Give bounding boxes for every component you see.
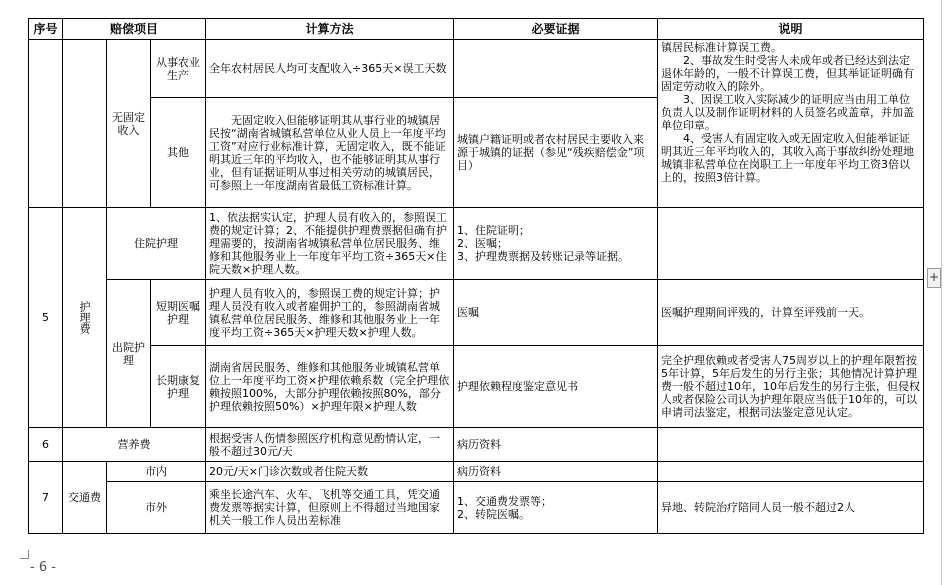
table-row: [29, 346, 924, 428]
header-no: 序号: [29, 19, 63, 40]
row6-method: 根据受害人伤情参照医疗机构意见酌情认定，一般不超过30元/天: [206, 428, 454, 462]
row5-short-label: 短期医嘱护理: [151, 280, 206, 346]
row5-item-cell: [63, 208, 107, 428]
row7-outer-label: 市外: [107, 482, 206, 534]
row4-sub2-method: 无固定收入但能够证明其从事行业的城镇居民按“湖南省城镇私营单位从业人员上一年度平均工资”对应行业标准计算，无固定收入，既不能证明其近三年的平均收入，也不能够证明其从事行业，但有证据证明从事过相关劳动的城镇居民，可参照上一年度湖南省最低工资标准计算。: [206, 98, 454, 208]
header-method: 计算方法: [206, 19, 454, 40]
row7-city-evidence: 病历资料: [454, 462, 658, 482]
row6-item: 营养费: [63, 428, 206, 462]
table-row: [29, 280, 924, 346]
row5-long-note: 完全护理依赖或者受害人75周岁以上的护理年限暂按5年计算，5年后发生的另行主张；其他情况计算护理费一般不超过10年，10年后发生的另行主张，但侵权人或者保险公司认为护理年限应当低于10年的，可以申请司法鉴定，根据司法鉴定意见认定。: [658, 346, 924, 428]
row4-sub1-evidence: [454, 40, 658, 98]
page-edge-rule: [941, 0, 942, 585]
row5-no: 5: [29, 208, 63, 428]
row4-sub2-label: 其他: [151, 98, 206, 208]
row7-outer-method: 乘坐长途汽车、火车、飞机等交通工具，凭交通费发票等据实计算，但原则上不得超过当地国家机关一般工作人员出差标准: [206, 482, 454, 534]
table-row: [29, 482, 924, 534]
row6-evidence: 病历资料: [454, 428, 658, 462]
expand-handle[interactable]: +: [927, 268, 941, 288]
header-item: 赔偿项目: [63, 19, 206, 40]
row7-item: 交通费: [63, 462, 107, 534]
row4-item-cell: [63, 40, 107, 208]
row5-short-evidence: 医嘱: [454, 280, 658, 346]
row7-city-note: [658, 462, 924, 482]
table-row: [29, 208, 924, 280]
row7-city-label: 市内: [107, 462, 206, 482]
row5-inpatient-note: [658, 208, 924, 280]
row4-sub2-evidence: 城镇户籍证明或者农村居民主要收入来源于城镇的证据（参见“残疾赔偿金”项目）: [454, 98, 658, 208]
row5-inpatient-label: 住院护理: [107, 208, 206, 280]
row5-item: 护理费: [78, 301, 91, 334]
table-row: [29, 428, 924, 462]
margin-corner-mark: [20, 550, 29, 559]
row4-group-label: 无固定收入: [107, 40, 151, 208]
row7-no: 7: [29, 462, 63, 534]
row5-long-label: 长期康复护理: [151, 346, 206, 428]
row6-note: [658, 428, 924, 462]
row4-note: 镇居民标准计算误工费。 2、事故发生时受害人未成年或者已经达到法定退休年龄的，一般不计算误工费，但其举证证明确有固定劳动收入的除外。 3、因误工收入实际减少的证明应当由用工单位负责人以及制作证明材料的人员签名或盖章，并加盖单位印章。 4、受害人有固定收入或无固定收入但能举证证明其近三年平均收入的，其收入高于事故纠纷处理地城镇非私营单位在岗职工上一年度年平均工资3倍以上的，按照3倍计算。: [658, 40, 924, 208]
row6-no: 6: [29, 428, 63, 462]
row7-outer-note: 异地、转院治疗陪同人员一般不超过2人: [658, 482, 924, 534]
row4-sub1-label: 从事农业生产: [151, 40, 206, 98]
table-row: [29, 40, 924, 98]
compensation-table: [28, 18, 924, 534]
row5-long-evidence: 护理依赖程度鉴定意见书: [454, 346, 658, 428]
header-note: 说明: [658, 19, 924, 40]
row5-short-note: 医嘱护理期间评残的，计算至评残前一天。: [658, 280, 924, 346]
table-row: [29, 462, 924, 482]
row5-inpatient-method: 1、依法据实认定，护理人员有收入的，参照误工费的规定计算；2、不能提供护理费票据但确有护理需要的，按湖南省城镇私营单位居民服务、维修和其他服务业上一年度年平均工资÷365天×住院天数×护理人数。: [206, 208, 454, 280]
row7-outer-evidence: 1、交通费发票等； 2、转院医嘱。: [454, 482, 658, 534]
row4-sub1-method: 全年农村居民人均可支配收入÷365天×误工天数: [206, 40, 454, 98]
row5-inpatient-evidence: 1、住院证明； 2、医嘱； 3、护理费票据及转账记录等证据。: [454, 208, 658, 280]
row5-short-method: 护理人员有收入的，参照误工费的规定计算；护理人员没有收入或者雇佣护工的，参照湖南省城镇私营单位居民服务、维修和其他服务业上一年度平均工资÷365天×护理天数×护理人数。: [206, 280, 454, 346]
row5-long-method: 湖南省居民服务、维修和其他服务业城镇私营单位上一年度平均工资×护理依赖系数（完全护理依赖按照100%，大部分护理依赖按照80%，部分护理依赖按照50%）×护理年限×护理人数: [206, 346, 454, 428]
row7-city-method: 20元/天×门诊次数或者住院天数: [206, 462, 454, 482]
row4-no-cell: [29, 40, 63, 208]
header-evidence: 必要证据: [454, 19, 658, 40]
row5-outpatient-label: 出院护理: [107, 280, 151, 428]
table-header-row: [29, 19, 924, 40]
page-number: - 6 -: [30, 560, 56, 575]
